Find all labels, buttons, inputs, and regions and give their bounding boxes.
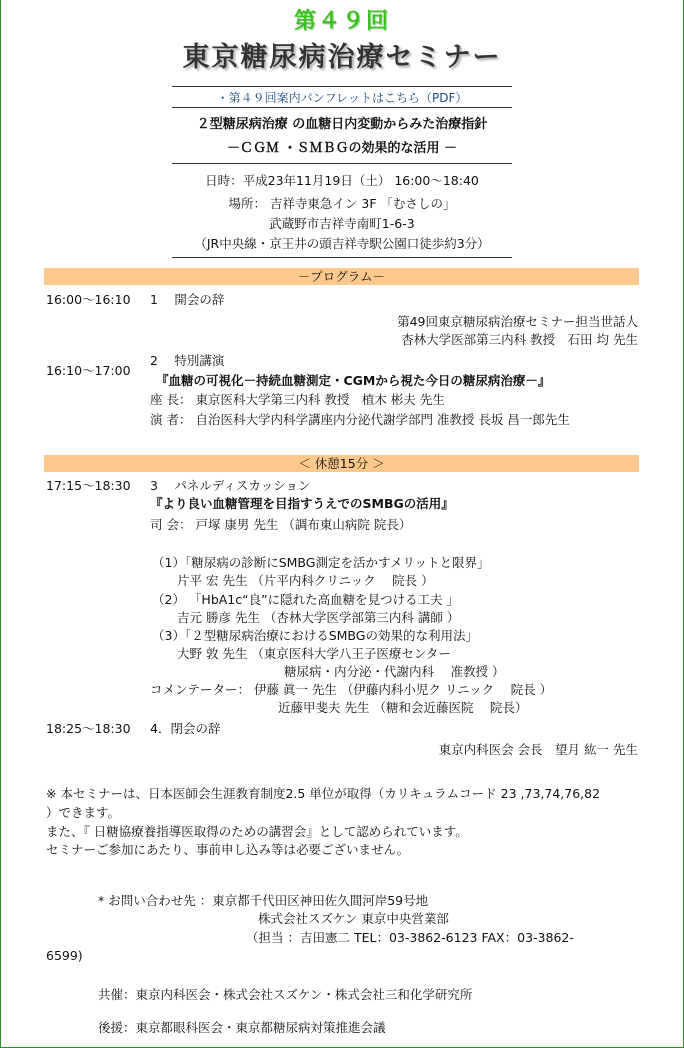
event-venue-3: （JR中央線・京王井の頭吉祥寺駅公園口徒歩約3分） [194, 236, 490, 251]
contact-line-2: 株式会社スズケン 東京中央営業部 [258, 911, 449, 926]
link-divider [172, 107, 512, 108]
panel-3-topic: （3）「２型糖尿病治療におけるSMBGの効果的な利用法」 [152, 628, 478, 643]
page-title: 東京糖尿病治療セミナー [182, 42, 502, 73]
note-line-3: また、『 日糖協療養指導医取得のための講習会』として認められています。 [46, 824, 468, 839]
panel-3-speaker-2: 糖尿病・内分泌・代謝内科 准教授 ） [284, 664, 505, 679]
session-4-speaker: 東京内科医会 会長 望月 紘一 先生 [438, 742, 638, 757]
panel-3-speaker-1: 大野 敦 先生 （東京医科大学八王子医療センター [177, 646, 451, 661]
break-heading: ＜ 休憩15分 ＞ [44, 455, 639, 472]
note-line-1: ※ 本セミナーは、日本医師会生涯教育制度2.5 単位が取得（カリキュラムコード 23 ,73,74,76,82 [46, 786, 601, 801]
contact-line-1: * お問い合わせ先 ：東京都千代田区神田佐久間河岸59号地 [98, 893, 429, 908]
frame-left-border [0, 0, 1, 1048]
contact-line-4: 6599) [46, 948, 83, 963]
session-3-theme: 『より良い血糖管理を目指すうえでのSMBGの活用』 [150, 496, 454, 511]
pamphlet-pdf-link[interactable]: ・第４９回案内パンフレットはこちら（PDF） [216, 91, 468, 105]
session-2-lecture: 『血糖の可視化－持続血糖測定・CGMから視た今日の糖尿病治療－』 [156, 373, 551, 388]
session-4-time: 18:25～18:30 [46, 721, 131, 736]
session-2-time: 16:10～17:00 [46, 363, 131, 378]
session-3-title: 3 パネルディスカッション [150, 478, 311, 493]
venue-divider [172, 257, 512, 258]
session-3-moderator: 司 会： 戸塚 康男 先生 （調布東山病院 院長） [150, 517, 412, 532]
event-datetime: 日時：平成23年11月19日（土） 16:00～18:40 [205, 173, 479, 188]
session-2-speaker: 演 者： 自治医科大学内科学講座内分泌代謝学部門 准教授 長坂 昌一郎先生 [150, 412, 570, 427]
session-1-speaker-1: 第49回東京糖尿病治療セミナー担当世話人 [397, 314, 638, 329]
commentator-1: コメンテーター： 伊藤 眞一 先生 （伊藤内科小児ク リニック 院長 ） [150, 682, 553, 697]
session-4-title: 4．閉会の辞 [150, 721, 221, 736]
support-line: 後援：東京都眼科医会・東京都糖尿病対策推進会議 [98, 1020, 386, 1035]
seminar-subtitle-1: ２型糖尿病治療 の血糖日内変動からみた治療指針 [196, 117, 488, 132]
cosponsor-line: 共催：東京内科医会・株式会社スズケン・株式会社三和化学研究所 [98, 987, 473, 1002]
panel-2-speaker: 吉元 勝彦 先生 （杏林大学医学部第三内科 講師 ） [177, 610, 460, 625]
panel-2-topic: （2） 「HbA1c“良”に隠れた高血糖を見つける工夫 」 [152, 592, 460, 607]
subtitle-divider [172, 163, 512, 164]
session-1-title: 1 開会の辞 [150, 292, 225, 307]
session-1-speaker-2: 杏林大学医部第三内科 教授 石田 均 先生 [401, 332, 638, 347]
note-line-4: セミナーご参加にあたり、事前申し込み等は必要ございません。 [46, 842, 410, 857]
session-2-chair: 座 長： 東京医科大学第三内科 教授 植木 彬夫 先生 [150, 392, 445, 407]
panel-1-speaker: 片平 宏 先生 （片平内科クリニック 院長 ） [177, 573, 434, 588]
program-heading: －プログラム－ [44, 268, 639, 285]
edition-heading: 第４９回 [293, 9, 390, 34]
commentator-2: 近藤甲斐夫 先生 （糖和会近藤医院 院長） [278, 700, 528, 715]
panel-1-topic: （1）「糖尿病の診断にSMBG測定を活かすメリットと限界」 [152, 555, 490, 570]
event-venue-1: 場所： 吉祥寺東急イン 3F 「むさしの」 [228, 196, 456, 211]
session-1-time: 16:00～16:10 [46, 292, 131, 307]
session-2-title: 2 特別講演 [150, 353, 225, 368]
session-3-time: 17:15～18:30 [46, 478, 131, 493]
event-venue-2: 武蔵野市吉祥寺南町1-6-3 [269, 216, 415, 231]
seminar-subtitle-2: －ＣＧＭ ・ＳＭＢＧの効果的な活用 － [226, 141, 458, 156]
contact-line-3: （担当 ：吉田憲二 TEL：03-3862-6123 FAX：03-3862- [246, 930, 574, 945]
note-line-2: ）できます。 [46, 805, 121, 820]
title-divider [172, 86, 512, 87]
